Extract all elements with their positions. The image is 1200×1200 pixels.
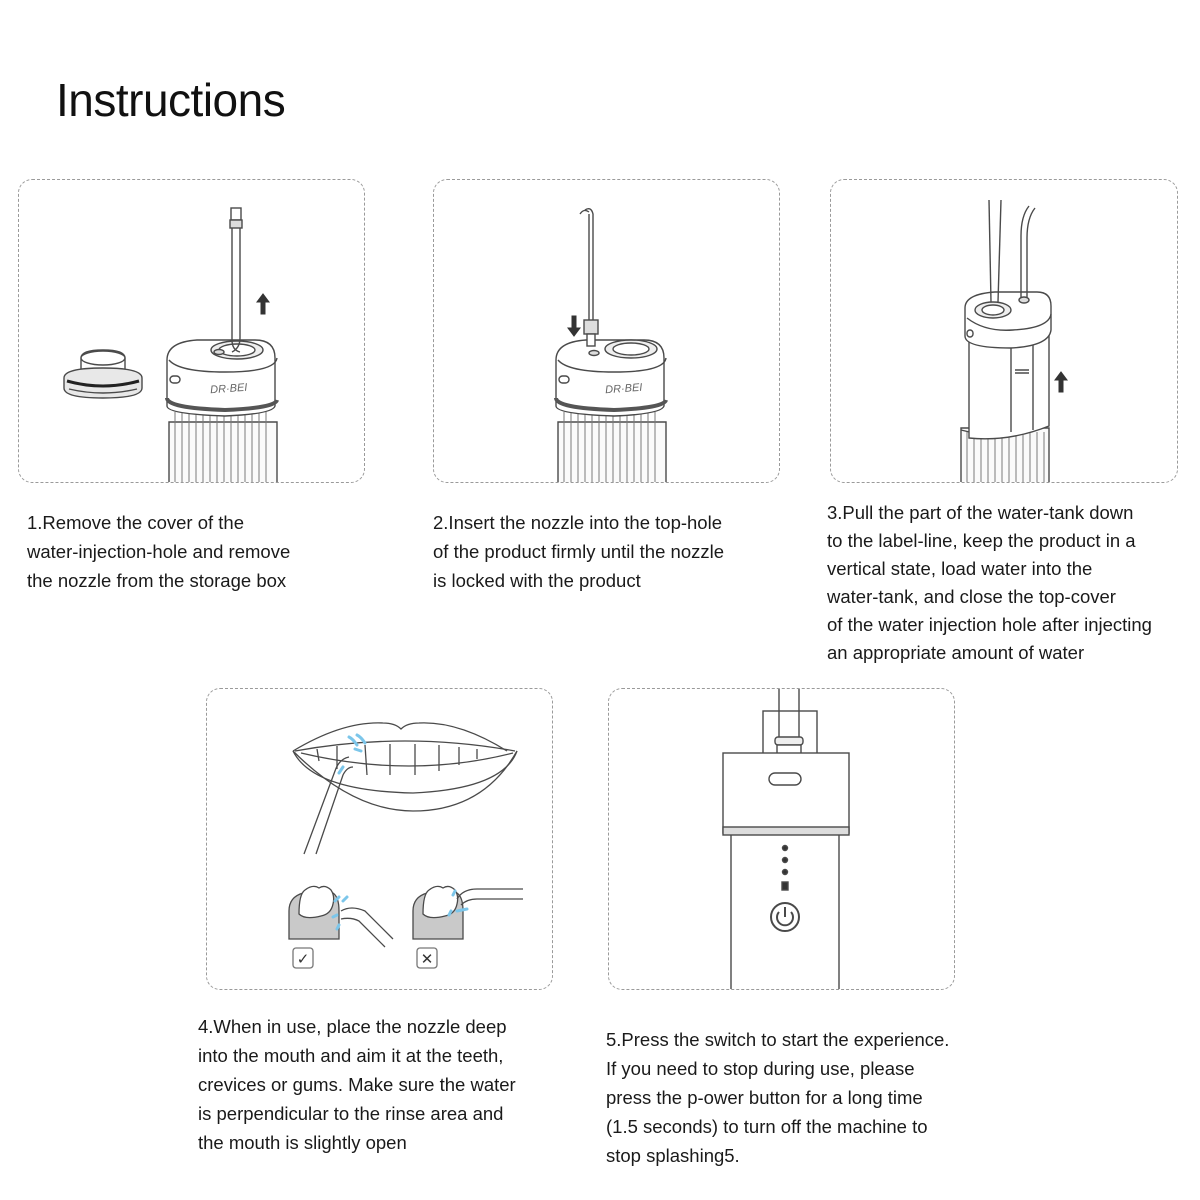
device-nozzle-removal-drawing <box>19 180 364 482</box>
step-1-illustration <box>18 179 365 483</box>
step-2-illustration <box>433 179 780 483</box>
nozzle <box>580 209 598 346</box>
step-2-text: 2.Insert the nozzle into the top-hole of the product firmly until the nozzle is locked with the product <box>433 512 725 591</box>
power-switch-drawing <box>609 689 954 989</box>
mouth-nozzle-drawing <box>207 689 552 989</box>
step-4-text: 4.When in use, place the nozzle deep into the mouth and aim it at the teeth, crevices or gums. Make sure the water is perpendicular to the rinse area and the mouth is slightly open <box>198 1016 516 1153</box>
device-body <box>167 340 277 482</box>
water-tank-fill-drawing <box>831 180 1177 482</box>
cover-cap-icon <box>64 350 142 398</box>
step-3-illustration <box>830 179 1178 483</box>
wrong-angle-diagram <box>413 886 523 939</box>
step-1-text: 1.Remove the cover of the water-injection-hole and remove the nozzle from the storage box <box>27 512 291 591</box>
arrow-up-icon <box>1055 372 1067 392</box>
arrow-up-icon <box>257 294 269 314</box>
svg-text:✕: ✕ <box>420 950 434 968</box>
page-title: Instructions <box>56 74 286 126</box>
svg-text:DR·BEI: DR·BEI <box>604 381 643 397</box>
svg-text:DR·BEI: DR·BEI <box>209 381 248 397</box>
device-nozzle-insert-drawing <box>434 180 779 482</box>
step-5-text: 5.Press the switch to start the experience. If you need to stop during use, please press the p-ower button for a long time (1.5 seconds) to turn off the machine to stop splashing5. <box>606 1029 950 1166</box>
svg-text:✓: ✓ <box>296 950 310 968</box>
nozzle <box>230 208 242 352</box>
step-3-text: 3.Pull the part of the water-tank down to the label-line, keep the product in a vertical state, load water into the water-tank, and close the top-cover of the water injection hole after injecting an appropriate amount of water <box>827 502 1152 663</box>
device-body <box>556 340 666 482</box>
correct-angle-diagram <box>289 886 393 947</box>
arrow-down-icon <box>568 316 580 336</box>
step-5-illustration <box>608 688 955 990</box>
step-4-illustration <box>206 688 553 990</box>
power-button-icon <box>771 903 799 931</box>
